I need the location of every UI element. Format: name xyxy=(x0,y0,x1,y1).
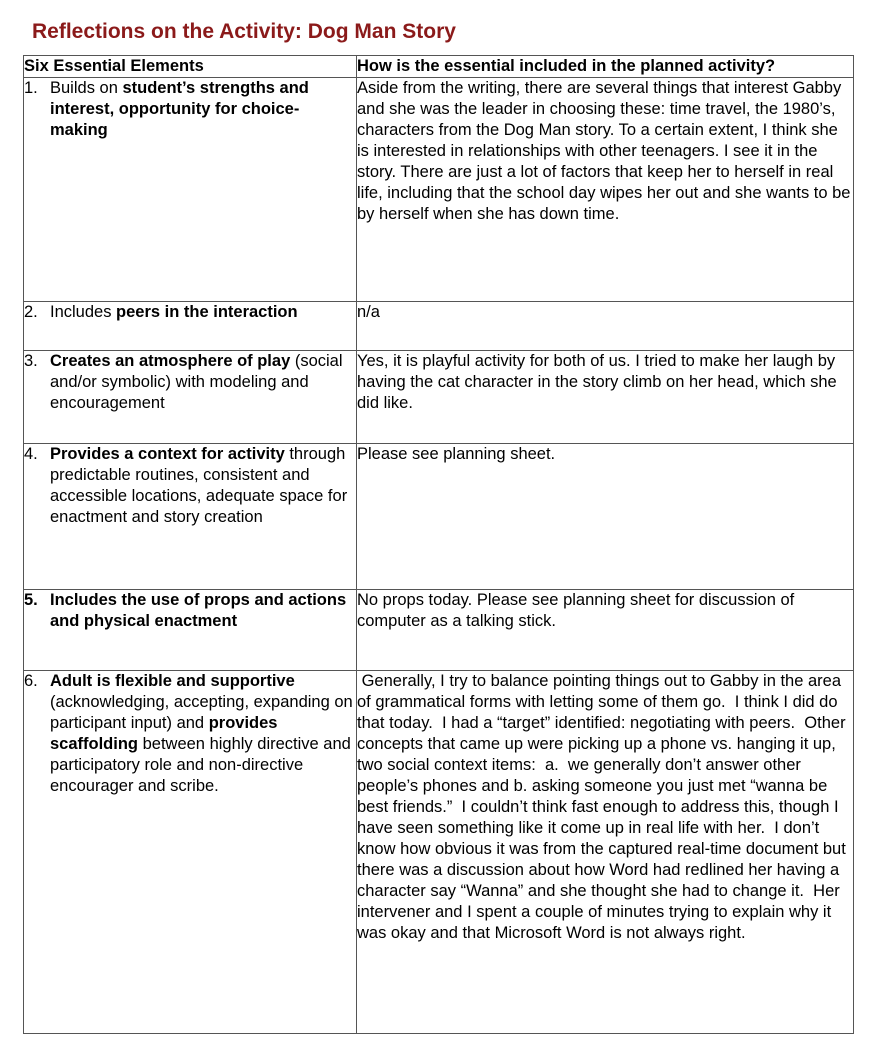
table-row xyxy=(24,671,854,1034)
element-description xyxy=(50,351,356,414)
element-cell xyxy=(24,590,357,671)
element-description xyxy=(50,78,356,141)
table-row xyxy=(24,351,854,444)
element-description xyxy=(50,590,356,632)
element-cell xyxy=(24,351,357,444)
response-cell: No props today. Please see planning sheet for discussion of computer as a talking stick. xyxy=(357,590,854,671)
response-cell: Generally, I try to balance pointing things out to Gabby in the area of grammatical forms with letting some of them go. I think I did do that today. I had a “target” identified: negotiating with peers. Other concepts that came up were picking up a phone vs. hanging it up, two social context items: a. we generally don’t answer other people’s phones and b. asking someone you just met “wanna be best friends.” I couldn’t think fast enough to address this, though I have seen something like it come up in real life with her. I don’t know how obvious it was from the captured real-time document but there was a discussion about how Word had redlined her having a character say “Wanna” and she thought she had to change it. Her intervener and I spent a couple of minutes trying to explain why it was okay and that Microsoft Word is not always right. xyxy=(357,671,854,1034)
element-text-part: Includes xyxy=(50,303,117,321)
element-number: 4. xyxy=(24,445,38,463)
table-row xyxy=(24,444,854,590)
element-text-part: Creates an atmosphere of play xyxy=(50,352,291,370)
essential-elements-table xyxy=(23,55,854,1034)
element-number: 5. xyxy=(24,591,38,609)
document-title: Reflections on the Activity: Dog Man Story xyxy=(32,20,456,43)
element-cell xyxy=(24,444,357,590)
element-text-part: Adult is flexible and supportive xyxy=(50,672,295,690)
element-description xyxy=(50,671,356,797)
element-text-part: between highly directive and participatory role and non-directive encourager and scribe. xyxy=(50,735,351,795)
element-text-part: (social and/or symbolic) with modeling and encouragement xyxy=(50,352,343,412)
element-text-part: peers in the interaction xyxy=(116,303,298,321)
element-text-part: provides scaffolding xyxy=(50,714,278,753)
element-cell xyxy=(24,78,357,302)
element-text-part: Builds on xyxy=(50,79,123,97)
table-row xyxy=(24,590,854,671)
element-text-part: Includes the use of props and actions and physical enactment xyxy=(50,591,347,630)
element-number: 6. xyxy=(24,672,38,690)
response-cell: n/a xyxy=(357,302,854,351)
response-cell: Please see planning sheet. xyxy=(357,444,854,590)
table-header-row xyxy=(24,56,854,78)
element-number: 2. xyxy=(24,303,38,321)
header-how-included: How is the essential included in the planned activity? xyxy=(357,56,854,78)
element-cell xyxy=(24,302,357,351)
element-text-part: through predictable routines, consistent and accessible locations, adequate space for enactment and story creation xyxy=(50,445,348,526)
element-text-part: student’s strengths and interest, opportunity for choice-making xyxy=(50,79,309,139)
element-text-part: (acknowledging, accepting, expanding on participant input) and xyxy=(50,693,353,732)
table-row xyxy=(24,78,854,302)
element-description xyxy=(50,302,356,323)
element-cell xyxy=(24,671,357,1034)
response-cell: Yes, it is playful activity for both of us. I tried to make her laugh by having the cat character in the story climb on her head, which she did like. xyxy=(357,351,854,444)
element-number: 1. xyxy=(24,79,38,97)
element-text-part: Provides a context for activity xyxy=(50,445,285,463)
element-description xyxy=(50,444,356,528)
element-number: 3. xyxy=(24,352,38,370)
header-six-essential-elements: Six Essential Elements xyxy=(24,56,357,78)
table-row xyxy=(24,302,854,351)
response-cell: Aside from the writing, there are several things that interest Gabby and she was the leader in choosing these: time travel, the 1980’s, characters from the Dog Man story. To a certain extent, I think she is interested in relationships with other teenagers. I see it in the story. There are just a lot of factors that keep her to herself in real life, including that the school day wipes her out and she wants to be by herself when she has down time. xyxy=(357,78,854,302)
